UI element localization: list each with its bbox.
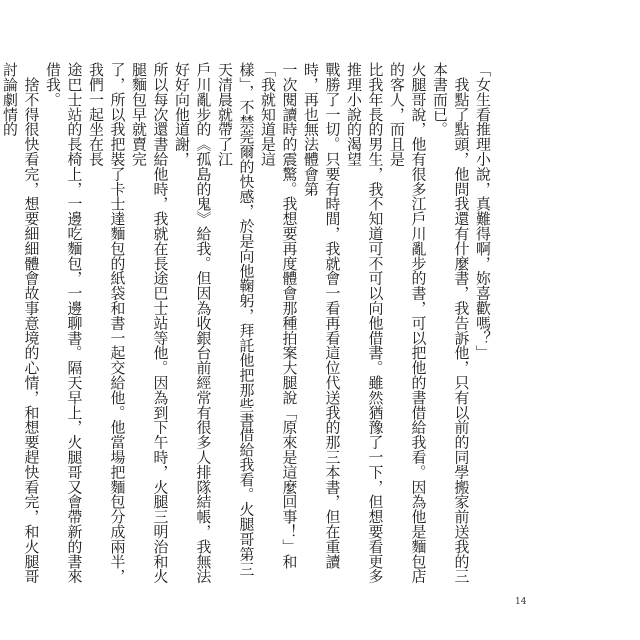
text-column: 「女生看推理小說，真難得啊，妳喜歡嗎？」 — [474, 62, 492, 360]
text-column: 戶川亂步的《孤島的鬼》給我。但因為收銀台前經常有很多人排隊結帳，我無法好好向他道謝， — [173, 62, 213, 584]
text-column: 戰勝了一切。只要有時間，我就會一看再看這位代送我的那三本書，但在重讀時，再也無法體會第 — [302, 62, 342, 569]
text-column: 途巴士站的長椅上，一邊吃麵包，一邊聊書。隔天早上，火腿哥又會帶新的書來借我。 — [44, 62, 84, 584]
page-number: 14 — [515, 597, 527, 607]
text-column: 樣」，不禁莞爾的快感，於是向他鞠躬，拜託他把那些書借給我看。火腿哥第三天清晨就帶了江 — [216, 62, 256, 577]
text-column: 火腿哥說，他有很多江戶川亂步的書，可以把他的書借給我看。因為他是麵包店的客人，而且是 — [388, 62, 428, 584]
text-column: 了，所以我把裝了卡士達麵包的紙袋和書一起交給他。他當場把麵包分成兩半，我們一起坐在長 — [87, 62, 127, 584]
page-body-text — [1, 62, 493, 587]
text-column: 我點了點頭，他問我還有什麼書，我告訴他，只有以前的同學搬家前送我的三本書而已。 — [431, 62, 471, 584]
text-column: 一次閱讀時的震驚。我想要再度體會那種拍案大腿說「原來是這麼回事！」和「我就知道是這 — [259, 62, 299, 569]
text-column: 比我年長的男生，我不知道可不可以向他借書。雖然猶豫了一下，但想要看更多推理小說的渴望 — [345, 62, 385, 584]
text-column: 捨不得很快看完，想要細細體會故事意境的心情，和想要趕快看完，和火腿哥討論劇情的 — [1, 62, 41, 584]
text-column: 所以每次還書給他時，我就在長途巴士站等他。因為到下午時，火腿三明治和火腿麵包早就賣完 — [130, 62, 170, 584]
